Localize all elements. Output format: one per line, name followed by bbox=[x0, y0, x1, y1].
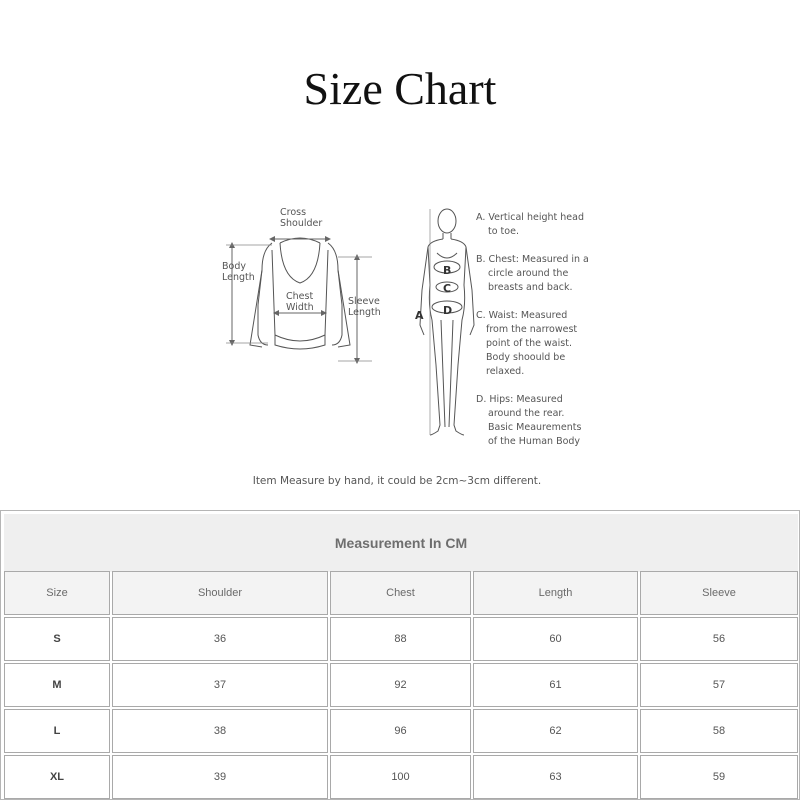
size-cell: M bbox=[4, 663, 110, 707]
table-cell: 61 bbox=[473, 663, 638, 707]
table-cell: 100 bbox=[330, 755, 471, 799]
measurement-note: Item Measure by hand, it could be 2cm~3cm different. bbox=[252, 475, 542, 487]
chest-width-label-2: Width bbox=[286, 302, 314, 313]
size-table bbox=[0, 510, 800, 800]
table-cell: 57 bbox=[640, 663, 798, 707]
table-cell: 92 bbox=[330, 663, 471, 707]
table-cell: 59 bbox=[640, 755, 798, 799]
note-c-line-1: C. Waist: Measured bbox=[476, 310, 568, 321]
note-c-line-3: point of the waist. bbox=[486, 338, 572, 349]
table-cell: 37 bbox=[112, 663, 328, 707]
note-d-line-4: of the Human Body bbox=[488, 436, 581, 447]
size-cell: S bbox=[4, 617, 110, 661]
table-cell: 96 bbox=[330, 709, 471, 753]
table-cell: 63 bbox=[473, 755, 638, 799]
body-length-label-1: Body bbox=[222, 261, 246, 272]
table-cell: 58 bbox=[640, 709, 798, 753]
table-title: Measurement In CM bbox=[4, 514, 798, 572]
marker-c: C bbox=[443, 282, 452, 295]
note-c-line-2: from the narrowest bbox=[486, 324, 578, 335]
note-d-line-3: Basic Meaurements bbox=[488, 422, 582, 433]
note-b-line-2: circle around the bbox=[488, 268, 569, 279]
column-header: Shoulder bbox=[112, 571, 328, 615]
body-notes bbox=[476, 212, 589, 447]
note-d-line-1: D. Hips: Measured bbox=[476, 394, 563, 405]
column-header: Sleeve bbox=[640, 571, 798, 615]
marker-d: D bbox=[443, 304, 453, 317]
marker-b: B bbox=[443, 264, 452, 277]
measurement-diagram bbox=[0, 195, 800, 465]
table-cell: 36 bbox=[112, 617, 328, 661]
table-cell: 38 bbox=[112, 709, 328, 753]
column-header: Length bbox=[473, 571, 638, 615]
page-title: Size Chart bbox=[303, 63, 497, 114]
size-cell: L bbox=[4, 709, 110, 753]
size-cell: XL bbox=[4, 755, 110, 799]
cross-shoulder-label-1: Cross bbox=[280, 207, 307, 218]
chest-width-label-1: Chest bbox=[286, 291, 314, 302]
table-cell: 39 bbox=[112, 755, 328, 799]
column-header: Chest bbox=[330, 571, 471, 615]
note-a-line-1: A. Vertical height head bbox=[476, 212, 584, 223]
note-a-line-2: to toe. bbox=[488, 226, 519, 237]
sleeve-length-label-1: Sleeve bbox=[348, 296, 380, 307]
note-c-line-5: relaxed. bbox=[486, 366, 525, 377]
note-c-line-4: Body shoould be bbox=[486, 352, 566, 363]
column-header: Size bbox=[4, 571, 110, 615]
note-d-line-2: around the rear. bbox=[488, 408, 565, 419]
table-cell: 56 bbox=[640, 617, 798, 661]
note-b-line-3: breasts and back. bbox=[488, 282, 573, 293]
marker-a: A bbox=[415, 309, 424, 322]
diagram-illustration bbox=[0, 195, 800, 465]
body-length-label-2: Length bbox=[222, 272, 255, 283]
sleeve-length-label-2: Length bbox=[348, 307, 381, 318]
note-b-line-1: B. Chest: Measured in a bbox=[476, 254, 589, 265]
human-figure bbox=[420, 209, 474, 435]
table-cell: 62 bbox=[473, 709, 638, 753]
cross-shoulder-label-2: Shoulder bbox=[280, 218, 323, 229]
table-cell: 60 bbox=[473, 617, 638, 661]
table-cell: 88 bbox=[330, 617, 471, 661]
